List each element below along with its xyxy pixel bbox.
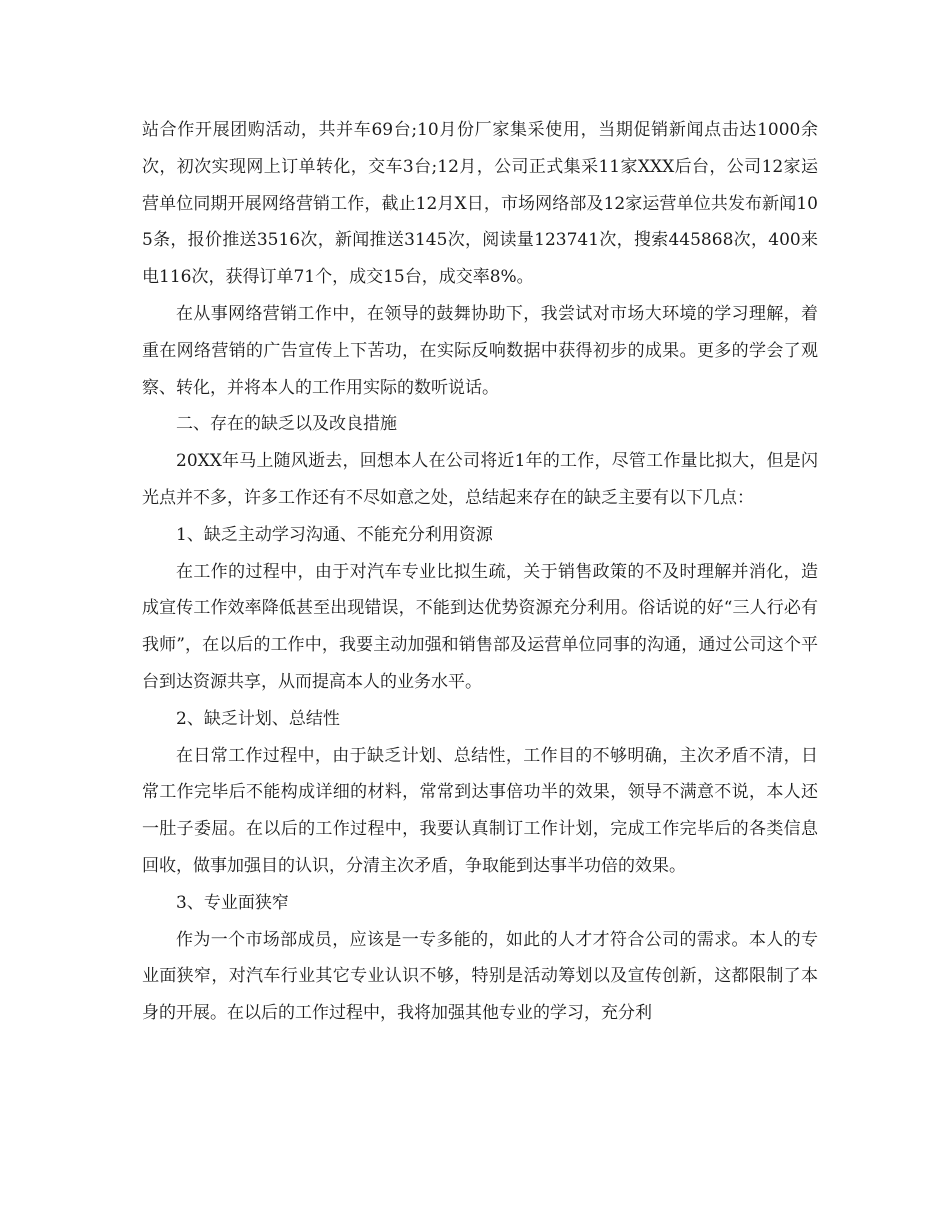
subheading-planning: 2、缺乏计划、总结性: [176, 708, 340, 729]
paragraph-specialty: 作为一个市场部成员，应该是一专多能的，如此的人才才符合公司的需求。本人的专业面狭窄，对汽车行业其它专业认识不够，特别是活动筹划以及宣传创新，这都限制了本身的开展。在以后的工作过程中，我将加强其他专业的学习，充分利: [142, 929, 818, 1024]
paragraph-continuation: 站合作开展团购活动，共并车69台;10月份厂家集采使用，当期促销新闻点击达1000余次，初次实现网上订单转化，交车3台;12月，公司正式集采11家XXX后台，公司12家运营单位同期开展网络营销工作，截止12月X日，市场网络部及12家运营单位共发布新闻105条，报价推送3516次，新闻推送3145次，阅读量123741次，搜索445868次，400来电116次，获得订单71个，成交15台，成交率8%。: [142, 120, 818, 288]
paragraph-communication: 在工作的过程中，由于对汽车专业比拟生疏，关于销售政策的不及时理解并消化，造成宣传工作效率降低甚至出现错误，不能到达优势资源充分利用。俗话说的好“三人行必有我师”，在以后的工作中，我要主动加强和销售部及运营单位同事的沟通，通过公司这个平台到达资源共享，从而提高本人的业务水平。: [142, 561, 818, 692]
paragraph-planning: 在日常工作过程中，由于缺乏计划、总结性，工作目的不够明确，主次矛盾不清，日常工作完毕后不能构成详细的材料，常常到达事倍功半的效果，领导不满意不说，本人还一肚子委屈。在以后的工作过程中，我要认真制订工作计划，完成工作完毕后的各类信息回收，做事加强目的认识，分清主次矛盾，争取能到达事半功倍的效果。: [142, 745, 818, 876]
subheading-communication: 1、缺乏主动学习沟通、不能充分利用资源: [176, 524, 493, 545]
document-body: [142, 112, 818, 1032]
paragraph-year-review: 20XX年马上随风逝去，回想本人在公司将近1年的工作，尽管工作量比拟大，但是闪光点并不多，许多工作还有不尽如意之处，总结起来存在的缺乏主要有以下几点：: [142, 451, 818, 508]
subheading-specialty: 3、专业面狭窄: [176, 892, 289, 913]
section-heading-shortcomings: 二、存在的缺乏以及改良措施: [176, 414, 397, 435]
paragraph-work-summary: 在从事网络营销工作中，在领导的鼓舞协助下，我尝试对市场大环境的学习理解，着重在网络营销的广告宣传上下苦功，在实际反响数据中获得初步的成果。更多的学会了观察、转化，并将本人的工作用实际的数听说话。: [142, 303, 818, 398]
